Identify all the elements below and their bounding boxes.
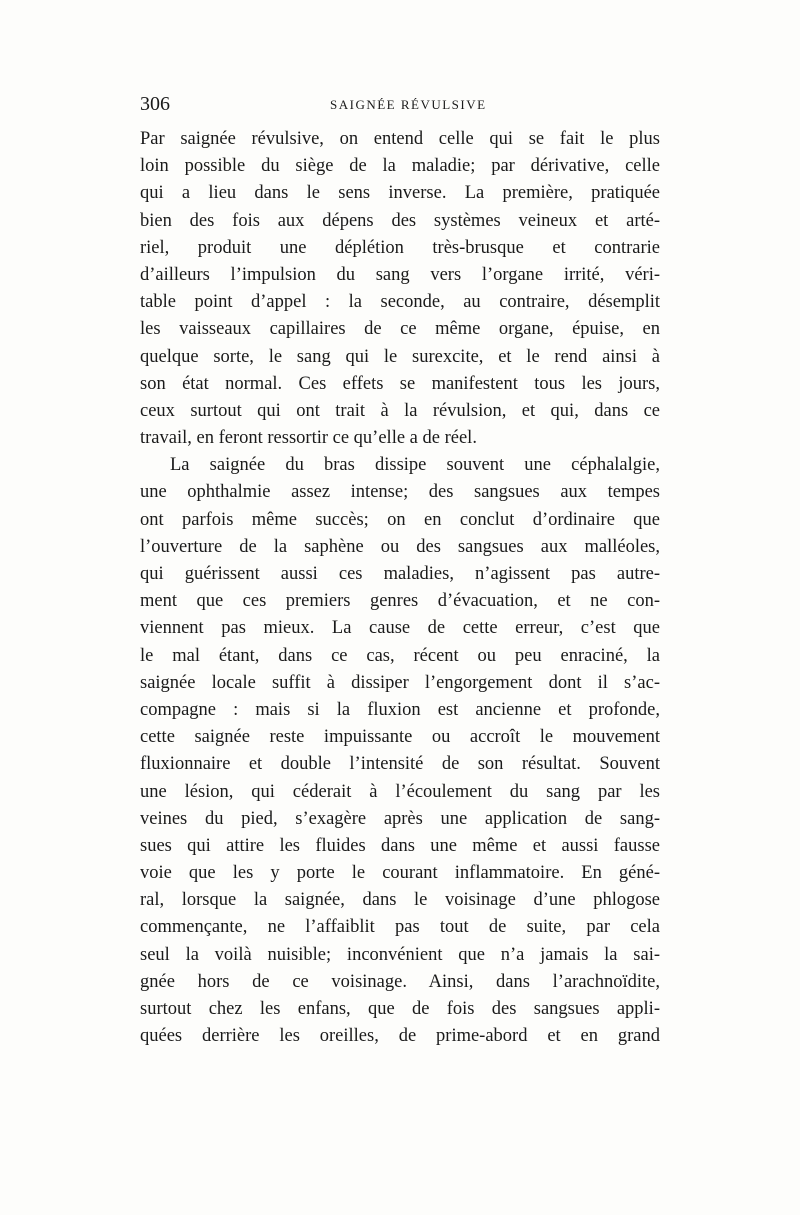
text-line: ment que ces premiers genres d’évacuation, et ne con- [140, 591, 660, 612]
text-line: Par saignée révulsive, on entend celle qui se fait le plus [140, 129, 660, 149]
text-line: La saignée du bras dissipe souvent une céphalalgie, [170, 455, 660, 476]
text-line: gnée hors de ce voisinage. Ainsi, dans l’arachnoïdite, [140, 971, 660, 992]
text-line: fluxionnaire et double l’intensité de son résultat. Souvent [140, 754, 660, 775]
text-line: ceux surtout qui ont trait à la révulsion, et qui, dans ce [140, 400, 660, 421]
text-line: saignée locale suffit à dissiper l’engorgement dont il s’ac- [140, 672, 660, 693]
text-line: veines du pied, s’exagère après une application de sang- [140, 808, 660, 829]
text-line: ral, lorsque la saignée, dans le voisinage d’une phlogose [140, 890, 660, 911]
text-line: d’ailleurs l’impulsion du sang vers l’organe irrité, véri- [140, 264, 660, 285]
text-line: son état normal. Ces effets se manifestent tous les jours, [140, 373, 660, 394]
body-text [140, 126, 660, 1050]
text-line: riel, produit une déplétion très-brusque et contrarie [140, 237, 660, 258]
text-line: quées derrière les oreilles, de prime-abord et en grand [140, 1026, 660, 1047]
text-line: loin possible du siège de la maladie; par dérivative, celle [140, 156, 660, 177]
text-line: cette saignée reste impuissante ou accroît le mouvement [140, 727, 660, 748]
text-line: viennent pas mieux. La cause de cette erreur, c’est que [140, 618, 660, 639]
text-line: l’ouverture de la saphène ou des sangsues aux malléoles, [140, 536, 660, 557]
running-title: SAIGNÉE RÉVULSIVE [330, 97, 487, 112]
text-line: ont parfois même succès; on en conclut d’ordinaire que [140, 509, 660, 530]
text-line: bien des fois aux dépens des systèmes veineux et arté- [140, 210, 660, 231]
page-number: 306 [140, 93, 170, 115]
text-line: voie que les y porte le courant inflammatoire. En géné- [140, 863, 660, 884]
text-line: surtout chez les enfans, que de fois des sangsues appli- [140, 999, 660, 1019]
text-line: commençante, ne l’affaiblit pas tout de suite, par cela [140, 917, 660, 938]
text-line: les vaisseaux capillaires de ce même organe, épuise, en [140, 319, 660, 340]
text-line: table point d’appel : la seconde, au contraire, désemplit [140, 292, 660, 313]
text-line: quelque sorte, le sang qui le surexcite, et le rend ainsi à [140, 346, 660, 367]
running-head [140, 92, 660, 116]
text-line: qui guérissent aussi ces maladies, n’agissent pas autre- [140, 564, 660, 584]
text-line: une ophthalmie assez intense; des sangsues aux tempes [140, 482, 660, 503]
text-line: travail, en feront ressortir ce qu’elle a de réel. [140, 428, 477, 449]
text-line: sues qui attire les fluides dans une même et aussi fausse [140, 835, 660, 856]
text-line: une lésion, qui céderait à l’écoulement du sang par les [140, 781, 660, 802]
text-line: seul la voilà nuisible; inconvénient que n’a jamais la sai- [140, 944, 660, 965]
text-line: qui a lieu dans le sens inverse. La première, pratiquée [140, 183, 660, 204]
text-line: le mal étant, dans ce cas, récent ou peu enraciné, la [140, 645, 660, 666]
text-line: compagne : mais si la fluxion est ancienne et profonde, [140, 699, 660, 720]
